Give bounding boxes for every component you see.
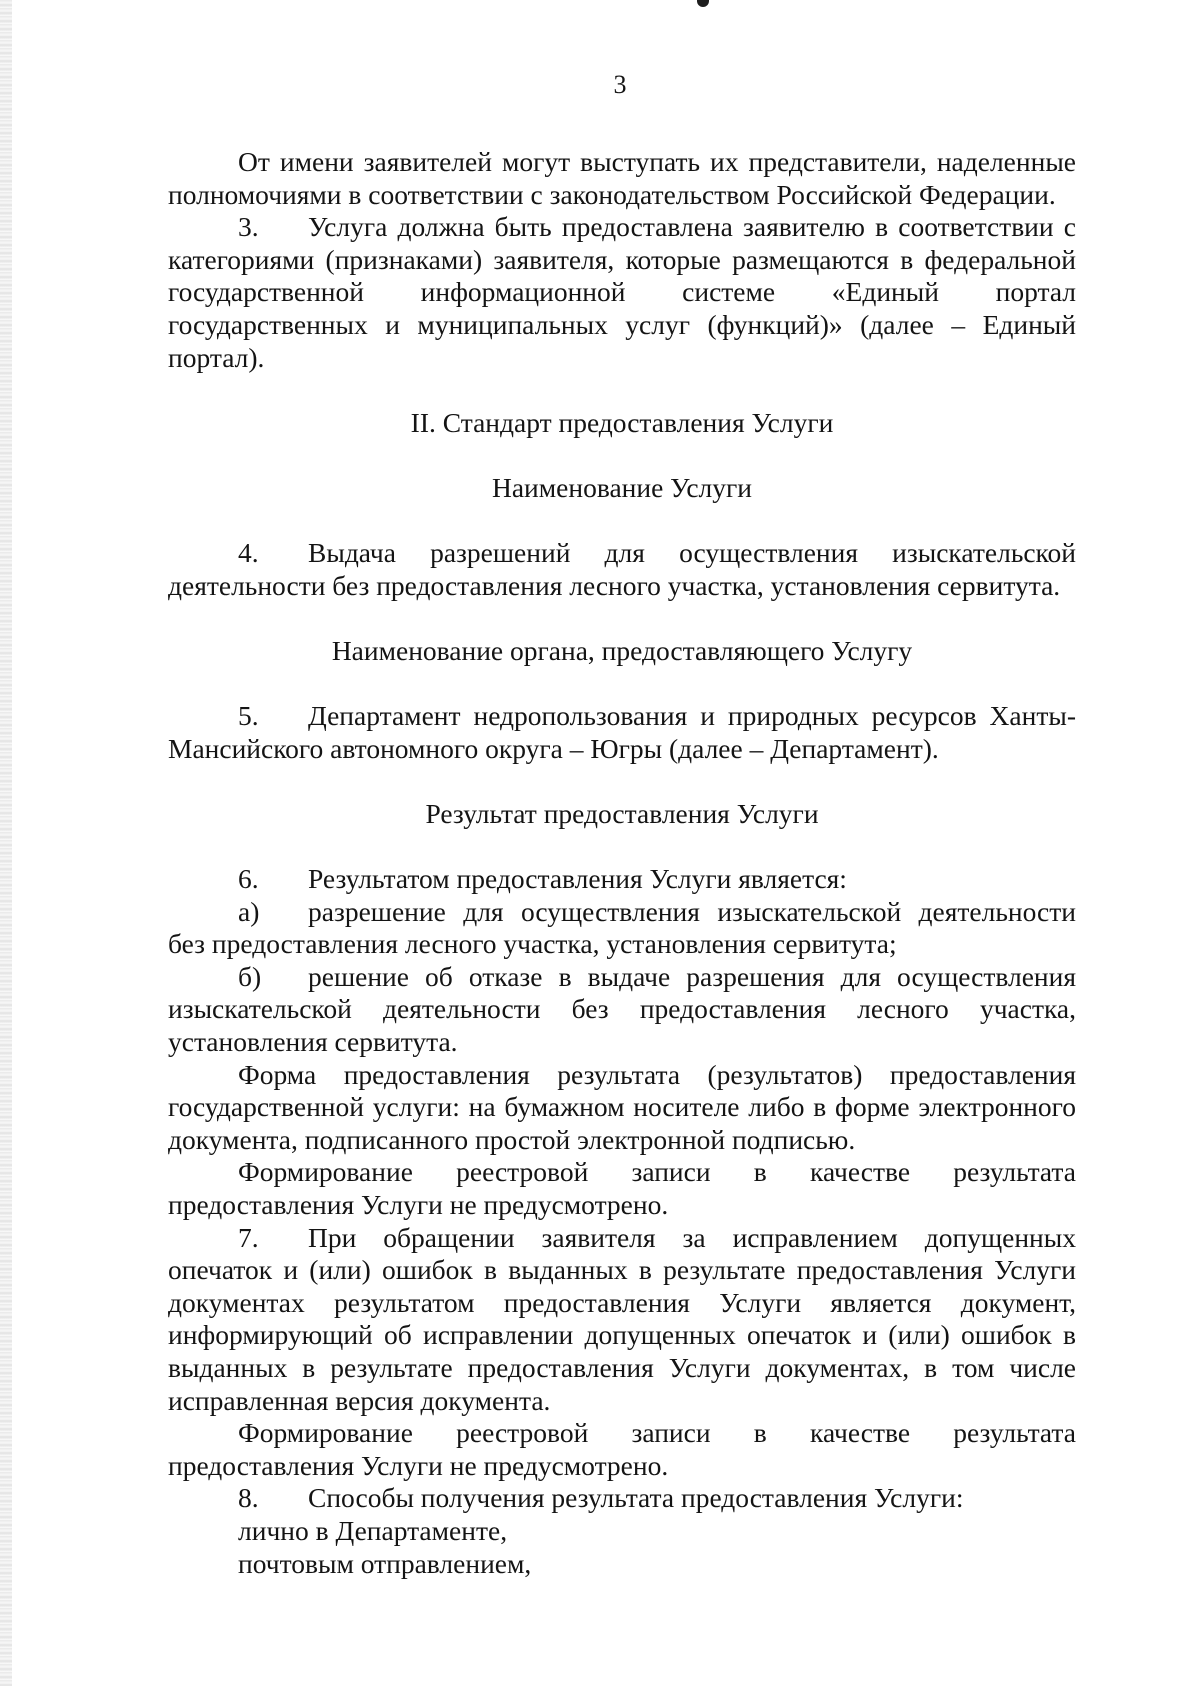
paragraph-number: 8. — [238, 1482, 259, 1514]
scan-mark — [697, 0, 709, 7]
scan-edge — [0, 0, 12, 1686]
page-number: 3 — [613, 70, 627, 99]
paragraph-text: Способы получения результата предоставления Услуги: — [308, 1482, 964, 1514]
list-item: почтовым отправлением, — [238, 1547, 532, 1579]
paragraph-6b — [168, 961, 1076, 1059]
paragraph-7 — [168, 1222, 1076, 1418]
document-body — [168, 146, 1076, 1580]
paragraph-representatives: От имени заявителей могут выступать их представители, наделенные полномочиями в соответствии с законодательством Российской Федерации. — [168, 146, 1076, 210]
paragraph-text: Услуга должна быть предоставлена заявителю в соответствии с категориями (признаками) заявителя, которые размещаются в федеральной государственной информационной системе «Единый портал государственных и муниципальных услуг (функций)» (далее – Единый портал). — [168, 211, 1076, 373]
paragraph-text: Департамент недропользования и природных ресурсов Ханты-Мансийского автономного округа – Югры (далее – Департамент). — [168, 700, 1076, 764]
list-item: лично в Департаменте, — [238, 1514, 508, 1546]
paragraph-6 — [168, 863, 1076, 896]
paragraph-text: Результатом предоставления Услуги является: — [308, 863, 847, 895]
paragraph-result-form: Форма предоставления результата (результатов) предоставления государственной услуги: на бумажном носителе либо в форме электронного документа, подписанного простой электронной подписью. — [168, 1058, 1076, 1155]
list-marker: а) — [238, 895, 260, 927]
paragraph-8 — [168, 1482, 1076, 1515]
paragraph-5 — [168, 700, 1076, 765]
list-marker: б) — [238, 960, 262, 992]
paragraph-3 — [168, 211, 1076, 374]
paragraph-number: 7. — [238, 1221, 259, 1253]
section-title: II. Стандарт предоставления Услуги — [410, 406, 834, 438]
paragraph-4 — [168, 537, 1076, 602]
paragraph-6a — [168, 896, 1076, 961]
paragraph-text: разрешение для осуществления изыскательской деятельности без предоставления лесного участка, установления сервитута; — [168, 895, 1076, 960]
paragraph-registry-2: Формирование реестровой записи в качестве результата предоставления Услуги не предусмотрено. — [168, 1417, 1076, 1481]
paragraph-registry-1: Формирование реестровой записи в качестве результата предоставления Услуги не предусмотрено. — [168, 1156, 1076, 1220]
heading-result: Результат предоставления Услуги — [425, 797, 819, 829]
paragraph-text: При обращении заявителя за исправлением допущенных опечаток и (или) ошибок в выданных в результате предоставления Услуги документах результатом предоставления Услуги является документ, информирующий об исправлении допущенных опечаток и (или) ошибок в выданных в результате предоставления Услуги документах, в том числе исправленная версия документа. — [168, 1221, 1076, 1416]
paragraph-number: 3. — [238, 211, 259, 243]
paragraph-number: 5. — [238, 700, 259, 732]
heading-service-name: Наименование Услуги — [491, 471, 753, 503]
heading-organ: Наименование органа, предоставляющего Услугу — [331, 634, 913, 666]
paragraph-number: 6. — [238, 863, 259, 895]
paragraph-number: 4. — [238, 537, 259, 569]
paragraph-text: решение об отказе в выдаче разрешения для осуществления изыскательской деятельности без предоставления лесного участка, установления сервитута. — [168, 960, 1076, 1058]
paragraph-text: Выдача разрешений для осуществления изыскательской деятельности без предоставления лесного участка, установления сервитута. — [168, 537, 1076, 601]
